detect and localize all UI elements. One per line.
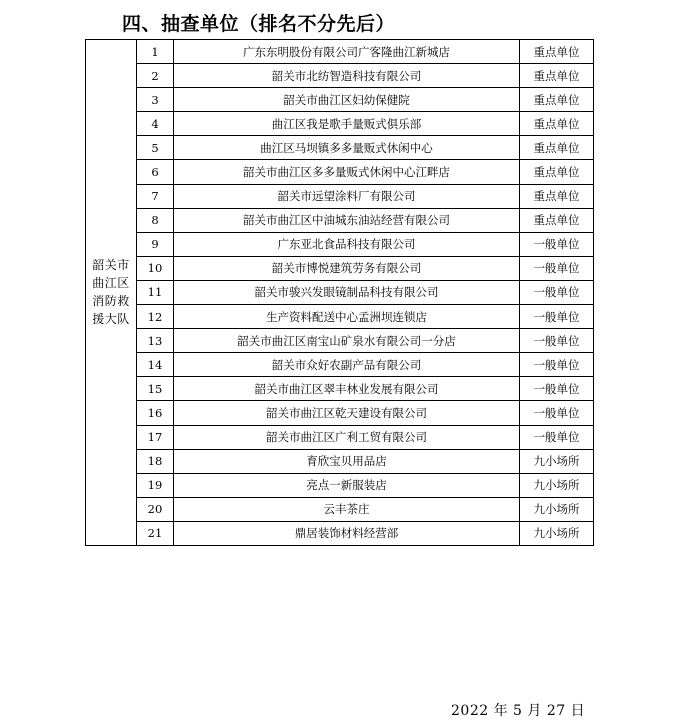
company-name: 云丰茶庄 <box>174 497 520 521</box>
table-row <box>86 425 594 449</box>
company-name: 曲江区我是歌手量贩式俱乐部 <box>174 112 520 136</box>
table-row <box>86 280 594 304</box>
row-number: 17 <box>137 425 174 449</box>
unit-type: 重点单位 <box>520 64 594 88</box>
company-name: 韶关市众好农副产品有限公司 <box>174 353 520 377</box>
table-row <box>86 64 594 88</box>
unit-type: 一般单位 <box>520 425 594 449</box>
company-name: 韶关市曲江区妇幼保健院 <box>174 88 520 112</box>
table-row <box>86 449 594 473</box>
table-row <box>86 521 594 545</box>
unit-type: 一般单位 <box>520 353 594 377</box>
row-number: 16 <box>137 401 174 425</box>
table-row <box>86 88 594 112</box>
row-number: 6 <box>137 160 174 184</box>
table-row <box>86 401 594 425</box>
company-name: 广东东明股份有限公司广客隆曲江新城店 <box>174 40 520 64</box>
company-name: 韶关市远望涂料厂有限公司 <box>174 184 520 208</box>
unit-type: 重点单位 <box>520 136 594 160</box>
unit-type: 重点单位 <box>520 208 594 232</box>
row-number: 1 <box>137 40 174 64</box>
row-number: 18 <box>137 449 174 473</box>
row-number: 3 <box>137 88 174 112</box>
table-row <box>86 329 594 353</box>
row-number: 21 <box>137 521 174 545</box>
table-row <box>86 40 594 64</box>
row-number: 11 <box>137 280 174 304</box>
company-name: 韶关市曲江区南宝山矿泉水有限公司一分店 <box>174 329 520 353</box>
table-row <box>86 473 594 497</box>
row-number: 9 <box>137 232 174 256</box>
row-number: 15 <box>137 377 174 401</box>
unit-type: 一般单位 <box>520 377 594 401</box>
company-name: 亮点一新服装店 <box>174 473 520 497</box>
table-row <box>86 377 594 401</box>
row-number: 2 <box>137 64 174 88</box>
table-row <box>86 256 594 280</box>
row-number: 19 <box>137 473 174 497</box>
row-number: 5 <box>137 136 174 160</box>
company-name: 鼎居装饰材料经营部 <box>174 521 520 545</box>
table-row <box>86 112 594 136</box>
unit-type: 重点单位 <box>520 88 594 112</box>
unit-type: 一般单位 <box>520 280 594 304</box>
unit-type: 重点单位 <box>520 112 594 136</box>
table-row <box>86 160 594 184</box>
row-number: 12 <box>137 305 174 329</box>
company-name: 韶关市曲江区乾天建设有限公司 <box>174 401 520 425</box>
unit-type: 九小场所 <box>520 449 594 473</box>
unit-type: 九小场所 <box>520 497 594 521</box>
row-number: 10 <box>137 256 174 280</box>
table-body <box>86 40 594 546</box>
unit-type: 九小场所 <box>520 521 594 545</box>
company-name: 韶关市骏兴发眼镜制品科技有限公司 <box>174 280 520 304</box>
row-number: 14 <box>137 353 174 377</box>
company-name: 韶关市曲江区多多量贩式休闲中心江畔店 <box>174 160 520 184</box>
table-row <box>86 497 594 521</box>
company-name: 生产资料配送中心孟洲坝连锁店 <box>174 305 520 329</box>
unit-type: 重点单位 <box>520 160 594 184</box>
table-row <box>86 184 594 208</box>
row-number: 8 <box>137 208 174 232</box>
company-name: 韶关市曲江区翠丰林业发展有限公司 <box>174 377 520 401</box>
table-row <box>86 305 594 329</box>
company-name: 韶关市曲江区中油城东油站经营有限公司 <box>174 208 520 232</box>
table-row <box>86 136 594 160</box>
unit-name: 韶关市曲江区消防救援大队 <box>92 258 130 327</box>
company-name: 曲江区马坝镇多多量贩式休闲中心 <box>174 136 520 160</box>
company-name: 韶关市北纺智造科技有限公司 <box>174 64 520 88</box>
unit-type: 重点单位 <box>520 40 594 64</box>
table-row <box>86 232 594 256</box>
table-row <box>86 353 594 377</box>
inspection-table <box>85 39 594 546</box>
row-number: 7 <box>137 184 174 208</box>
unit-type: 一般单位 <box>520 401 594 425</box>
table-row <box>86 208 594 232</box>
unit-type: 九小场所 <box>520 473 594 497</box>
unit-type: 一般单位 <box>520 232 594 256</box>
company-name: 韶关市博悦建筑劳务有限公司 <box>174 256 520 280</box>
unit-type: 一般单位 <box>520 329 594 353</box>
company-name: 育欣宝贝用品店 <box>174 449 520 473</box>
unit-type: 重点单位 <box>520 184 594 208</box>
section-heading: 四、抽查单位（排名不分先后） <box>122 13 396 35</box>
unit-cell <box>86 40 137 546</box>
row-number: 4 <box>137 112 174 136</box>
company-name: 韶关市曲江区广利工贸有限公司 <box>174 425 520 449</box>
unit-type: 一般单位 <box>520 256 594 280</box>
row-number: 13 <box>137 329 174 353</box>
unit-type: 一般单位 <box>520 305 594 329</box>
row-number: 20 <box>137 497 174 521</box>
company-name: 广东亚北食品科技有限公司 <box>174 232 520 256</box>
document-date: 2022 年 5 月 27 日 <box>451 703 586 719</box>
